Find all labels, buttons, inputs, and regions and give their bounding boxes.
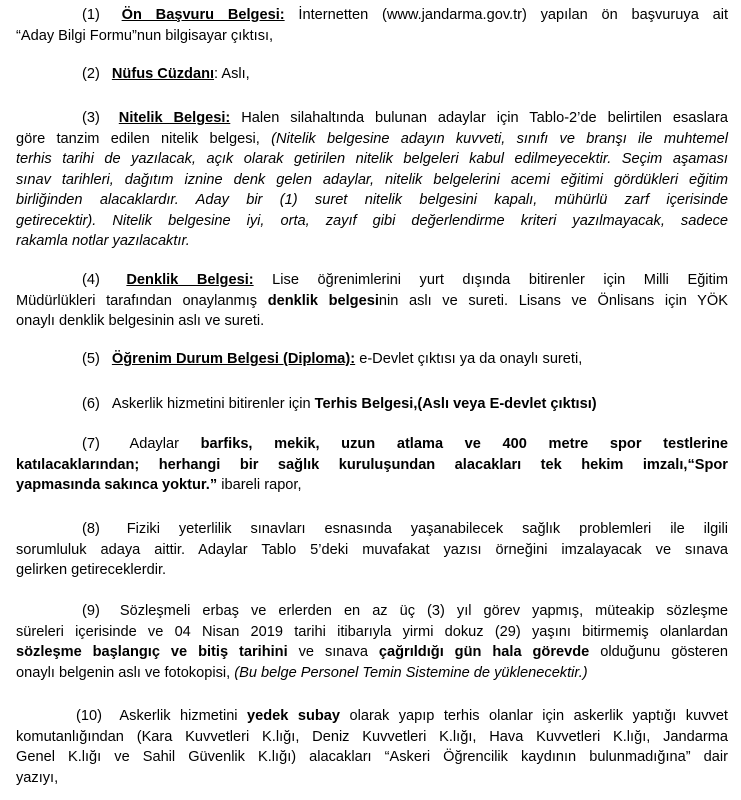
text-segment: ve sınava [287,644,379,660]
text-segment: birliğinden alacaklardır. Aday bir (1) suret nitelik belgesini kapalı, mühürlü zarf içerisinde [16,192,728,208]
text-segment: : Aslı, [214,66,250,82]
text-segment: katılacaklarından; herhangi bir sağlık kuruluşundan alacakları tek hekim imzalı,“Spor [16,456,728,473]
text-line [16,540,728,561]
text-line [16,663,728,684]
text-segment: Fiziki yeterlilik sınavları esnasında yaşanabilecek sağlık problemleri ile ilgili [126,521,729,537]
text-line [16,190,728,211]
item-number: (3) [82,110,111,126]
text-line [16,622,728,643]
text-line [16,706,728,727]
text-line [16,394,728,415]
text-line [16,727,728,748]
text-segment: Öğrenim Durum Belgesi (Diploma): [111,351,356,367]
text-line [16,311,728,332]
text-segment: göre tanzim edilen nitelik belgesi, [16,130,272,147]
list-item [16,349,728,370]
text-segment: Müdürlükleri tarafından onaylanmış [16,292,268,309]
text-line [16,519,728,540]
text-segment: “Aday Bilgi Formu”nun bilgisayar çıktısı, [16,27,274,44]
text-segment: rakamla notlar yazılacaktır. [16,233,190,249]
text-segment: denklik belgesi [267,292,379,309]
text-segment: olarak yapıp terhis olanlar için askerlik yaptığı kuvvet [340,708,728,724]
text-segment: nin aslı ve sureti. Lisans ve Önlisans için YÖK [378,292,728,309]
text-segment: Ön Başvuru Belgesi: [121,7,285,23]
text-segment: sınav tarihleri, dağıtım iznine denk gelen adaylar, nitelik belgelerini acemi eğitimi gördükleri eğitim [16,171,728,188]
text-segment: onaylı denklik belgesinin aslı ve sureti. [16,313,265,329]
text-line [16,129,728,150]
text-line [16,291,728,312]
text-segment: ibareli rapor, [217,477,302,493]
text-line [16,170,728,191]
text-segment: gelirken getireceklerdir. [16,562,167,578]
text-line [16,26,728,47]
text-line [16,747,728,768]
text-line [16,231,728,252]
text-line [16,475,728,496]
text-segment: sözleşme başlangıç ve bitiş tarihini [16,644,288,660]
text-segment: e-Devlet çıktısı ya da onaylı sureti, [355,351,583,367]
text-line [16,149,728,170]
text-segment: Genel K.lığı ve Sahil Güvenlik K.lığı) alacakları “Askeri Öğrencilik kaydının bulunmadığına” dair [16,749,728,765]
list-item [16,394,728,415]
text-segment: yazıyı, [16,769,59,786]
text-segment: terhis tarihi de yazılacak, açık olarak getirilen nitelik belgeleri kabul edilmeyecektir. Seçim aşaması [16,151,728,167]
text-line [16,642,728,663]
text-line [16,560,728,581]
text-segment: barfiks, mekik, uzun atlama ve 400 metre spor testlerine [200,436,729,452]
item-number: (5) [82,351,104,367]
text-segment: Nitelik Belgesi: [118,110,231,126]
text-segment: Sözleşmeli erbaş ve erlerden en az üç (3) yıl görev yapmış, müteakip sözleşme [119,603,729,619]
item-number: (6) [82,396,104,412]
list-item [16,519,728,581]
item-number: (8) [82,521,119,537]
item-number: (4) [82,272,119,288]
text-line [16,601,728,622]
list-item [16,706,728,788]
text-segment: Adaylar [129,436,201,452]
text-line [16,434,728,455]
list-item [16,108,728,252]
text-segment: yedek subay [247,708,341,724]
text-segment: İnternetten (www.jandarma.gov.tr) yapılan ön başvuruya ait [284,7,729,23]
text-segment: Askerlik hizmetini [119,708,248,724]
list-item [16,434,728,496]
item-number: (7) [82,436,122,452]
text-segment: Denklik Belgesi: [126,272,254,288]
list-item [16,64,728,85]
item-number: (1) [82,7,114,23]
text-line [16,455,728,476]
text-segment: Halen silahaltında bulunan adaylar için Tablo-2’de belirtilen esaslara [230,110,729,126]
text-segment: olduğunu gösteren [589,644,729,660]
text-segment: Nüfus Cüzdanı [111,66,215,82]
item-number: (2) [82,66,104,82]
item-number: (10) [76,708,112,724]
text-segment: süreleri içerisinde ve 04 Nisan 2019 tarihi itibarıyla yirmi dokuz (29) yaşını bitirmemiş olanlardan [16,623,728,640]
text-segment: Terhis Belgesi,(Aslı veya E-devlet çıktısı) [314,396,597,412]
text-segment: Lise öğrenimlerini yurt dışında bitirenler için Milli Eğitim [253,272,728,288]
text-line [16,108,728,129]
list-item [16,601,728,683]
text-segment: çağrıldığı gün hala görevde [378,644,590,660]
text-segment: (Bu belge Personel Temin Sistemine de yüklenecektir.) [234,664,588,681]
text-segment: (Nitelik belgesine adayın kuvveti, sınıfı ve branşı ile muhtemel [271,130,728,147]
text-segment: yapmasında sakınca yoktur.” [16,477,218,493]
text-line [16,64,728,85]
text-segment: sorumluluk adaya aittir. Adaylar Tablo 5’deki muvafakat yazısı örneğini imzalayacak ve sınava [16,541,728,558]
list-item [16,270,728,332]
item-number: (9) [82,603,112,619]
text-line [16,5,728,26]
text-segment: getirecektir). Nitelik belgesine iyi, orta, zayıf gibi değerlendirme kriteri yazılmayacak, sadece [16,212,728,229]
text-line [16,211,728,232]
text-line [16,270,728,291]
text-segment: Askerlik hizmetini bitirenler için [111,396,315,412]
text-line [16,349,728,370]
list-item [16,5,728,46]
text-line [16,768,728,789]
text-segment: onaylı belgenin aslı ve fotokopisi, [16,664,235,681]
text-segment: komutanlığından (Kara Kuvvetleri K.lığı, Deniz Kuvvetleri K.lığı, Hava Kuvvetleri K.lığı, Jandarma [16,728,728,745]
